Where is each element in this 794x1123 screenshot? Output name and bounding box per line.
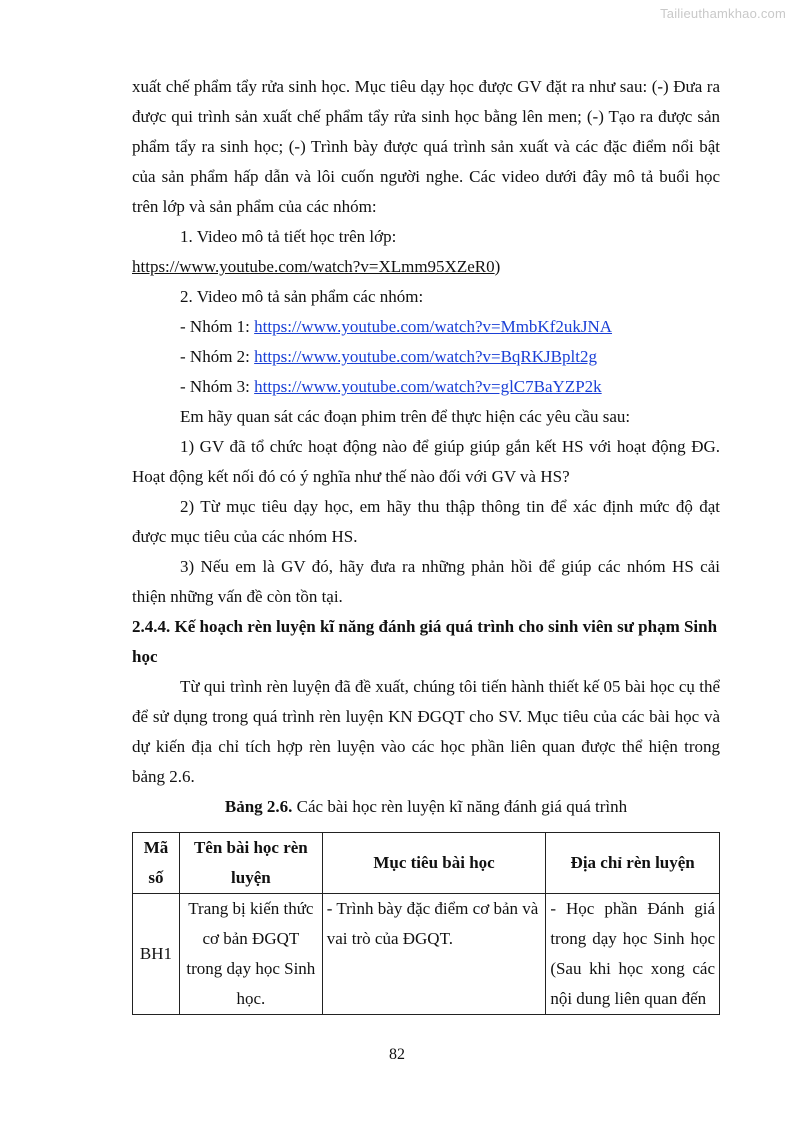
video2-label: 2. Video mô tả sản phẩm các nhóm: xyxy=(180,287,424,306)
watermark: Tailieuthamkhao.com xyxy=(660,6,786,21)
group-line xyxy=(132,342,720,372)
page-number: 82 xyxy=(389,1046,405,1063)
video1-line xyxy=(132,252,720,282)
instruction: Em hãy quan sát các đoạn phim trên để thực hiện các yêu cầu sau: xyxy=(180,407,631,426)
header-objective: Mục tiêu bài học xyxy=(322,833,546,894)
group3-link[interactable]: https://www.youtube.com/watch?v=glC7BaYZP2k xyxy=(254,377,602,396)
group-line xyxy=(132,372,720,402)
group-line xyxy=(132,312,720,342)
cell-code: BH1 xyxy=(133,894,180,1015)
question-1: 1) GV đã tổ chức hoạt động nào để giúp giúp gắn kết HS với hoạt động ĐG. Hoạt động kết nối đó có ý nghĩa như thế nào đối với GV và HS? xyxy=(132,437,720,486)
document-body xyxy=(132,72,720,1015)
table-caption-label: Bảng 2.6. xyxy=(224,797,293,816)
table-header-row xyxy=(133,833,720,894)
cell-address: - Học phần Đánh giá trong dạy học Sinh học (Sau khi học xong các nội dung liên quan đến xyxy=(546,894,720,1015)
question-2: 2) Từ mục tiêu dạy học, em hãy thu thập thông tin để xác định mức độ đạt được mục tiêu của các nhóm HS. xyxy=(132,497,720,546)
section-body: Từ qui trình rèn luyện đã đề xuất, chúng tôi tiến hành thiết kế 05 bài học cụ thể để sử dụng trong quá trình rèn luyện KN ĐGQT cho SV. Mục tiêu của các bài học và dự kiến địa chỉ tích hợp rèn luyện vào các học phần liên quan được thể hiện trong bảng 2.6. xyxy=(132,677,720,786)
cell-name: Trang bị kiến thức cơ bản ĐGQT trong dạy học Sinh học. xyxy=(179,894,322,1015)
group-prefix: - Nhóm 1: xyxy=(180,317,255,336)
paragraph-intro: xuất chế phẩm tẩy rửa sinh học. Mục tiêu dạy học được GV đặt ra như sau: (-) Đưa ra được qui trình sản xuất chế phẩm tẩy rửa sinh học bằng lên men; (-) Tạo ra được sản phẩm tẩy ra sinh học; (-) Trình bày được quá trình sản xuất và các đặc điểm nổi bật của sản phẩm hấp dẫn và lôi cuốn người nghe. Các video dưới đây mô tả buổi học trên lớp và sản phẩm của các nhóm: xyxy=(132,77,720,216)
table-caption-text: Các bài học rèn luyện kĩ năng đánh giá quá trình xyxy=(292,797,628,816)
table-row xyxy=(133,894,720,1015)
video1-suffix: ) xyxy=(494,257,501,276)
video1-label: 1. Video mô tả tiết học trên lớp: xyxy=(180,227,397,246)
question-3: 3) Nếu em là GV đó, hãy đưa ra những phản hồi để giúp các nhóm HS cải thiện những vấn đề còn tồn tại. xyxy=(132,557,720,606)
header-address: Địa chỉ rèn luyện xyxy=(546,833,720,894)
table-caption xyxy=(132,792,720,822)
header-name: Tên bài học rèn luyện xyxy=(179,833,322,894)
group-prefix: - Nhóm 2: xyxy=(180,347,255,366)
section-heading: 2.4.4. Kế hoạch rèn luyện kĩ năng đánh giá quá trình cho sinh viên sư phạm Sinh học xyxy=(132,617,718,666)
header-code: Mã số xyxy=(133,833,180,894)
group-prefix: - Nhóm 3: xyxy=(180,377,255,396)
group2-link[interactable]: https://www.youtube.com/watch?v=BqRKJBplt2g xyxy=(254,347,597,366)
cell-objective: - Trình bày đặc điểm cơ bản và vai trò của ĐGQT. xyxy=(322,894,546,1015)
video1-link[interactable]: https://www.youtube.com/watch?v=XLmm95XZeR0 xyxy=(132,257,495,276)
group1-link[interactable]: https://www.youtube.com/watch?v=MmbKf2ukJNA xyxy=(254,317,613,336)
lessons-table xyxy=(132,832,720,1015)
